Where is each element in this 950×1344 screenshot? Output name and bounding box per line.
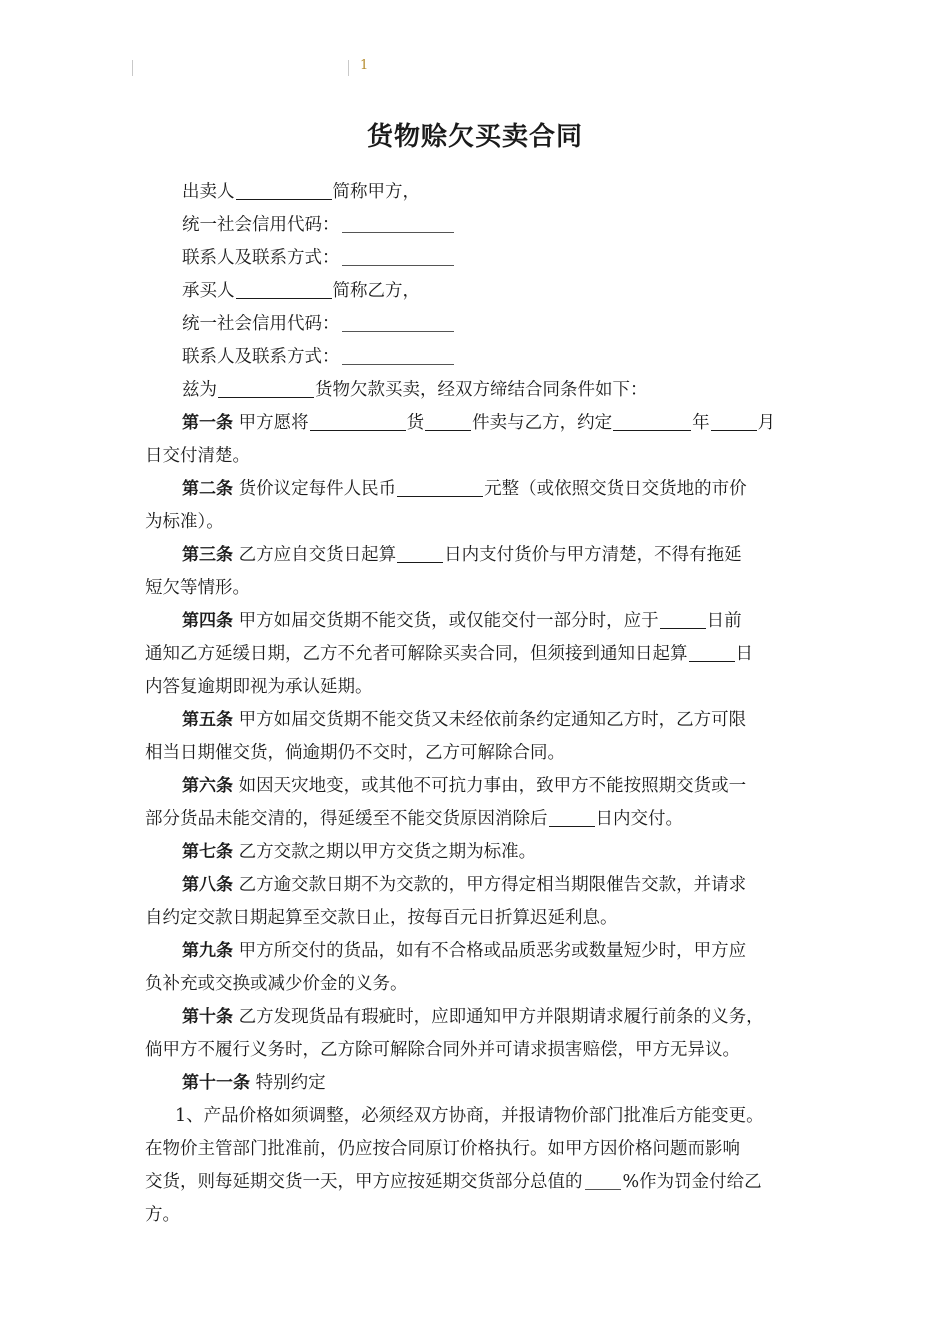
intro-line: 兹为 货物欠款买卖，经双方缔结合同条件如下： <box>145 374 810 407</box>
notice-days-blank[interactable] <box>660 608 706 629</box>
seller-credit-code-line: 统一社会信用代码： <box>145 209 810 242</box>
seller-line: 出卖人 简称甲方， <box>145 176 810 209</box>
quantity-blank[interactable] <box>425 410 471 431</box>
document-title: 货物赊欠买卖合同 <box>366 122 583 152</box>
header-margin-mark-left <box>132 60 133 76</box>
seller-name-blank[interactable] <box>236 179 332 200</box>
page-header <box>132 58 372 78</box>
buyer-credit-code-blank[interactable] <box>342 311 454 332</box>
article-11: 第十一条 特别约定 1、产品价格如须调整，必须经双方协商，并报请物价部门批准后方能变更。 在物价主管部门批准前，仍应按合同原订价格执行。如甲方因价格问题而影响 交货，则每延期交货一天，甲方应按延期交货部分总值的 %作为罚金付给乙 方。 <box>145 1067 810 1232</box>
article-7: 第七条 乙方交款之期以甲方交货之期为标准。 <box>182 842 537 862</box>
article-1-heading: 第一条 <box>182 413 233 433</box>
article-4: 第四条 甲方如届交货期不能交货，或仅能交付一部分时，应于 日前 通知乙方延缓日期，乙方不允者可解除买卖合同，但须接到通知日起算 日 内答复逾期即视为承认延期。 <box>145 605 810 704</box>
article-4-heading: 第四条 <box>182 611 233 631</box>
article-5-heading: 第五条 <box>182 710 233 730</box>
unit-price-blank[interactable] <box>397 476 483 497</box>
article-11-heading: 第十一条 <box>182 1073 250 1093</box>
article-3-heading: 第三条 <box>182 545 233 565</box>
buyer-credit-code-line: 统一社会信用代码： <box>145 308 810 341</box>
special-item-1: 1、产品价格如须调整，必须经双方协商，并报请物价部门批准后方能变更。 <box>175 1106 764 1126</box>
buyer-contact-line: 联系人及联系方式： <box>145 341 810 374</box>
buyer-line: 承买人 简称乙方， <box>145 275 810 308</box>
seller-contact-line: 联系人及联系方式： <box>145 242 810 275</box>
payment-days-blank[interactable] <box>397 542 443 563</box>
seller-contact-blank[interactable] <box>342 245 454 266</box>
year-blank[interactable] <box>613 410 691 431</box>
month-blank[interactable] <box>711 410 757 431</box>
article-6-heading: 第六条 <box>182 776 233 796</box>
contract-body <box>145 176 810 1232</box>
article-10-heading: 第十条 <box>182 1007 233 1027</box>
article-8: 第八条 乙方逾交款日期不为交款的，甲方得定相当期限催告交款，并请求 自约定交款日期起算至交款日止，按每百元日折算迟延利息。 <box>145 875 747 928</box>
article-2: 第二条 货价议定每件人民币 元整（或依照交货日交货地的市价 为标准）。 <box>145 473 810 539</box>
reply-days-blank[interactable] <box>689 641 735 662</box>
buyer-contact-blank[interactable] <box>342 344 454 365</box>
goods-name-blank[interactable] <box>218 377 314 398</box>
delay-days-blank[interactable] <box>549 806 595 827</box>
penalty-rate-blank[interactable] <box>585 1169 621 1190</box>
header-margin-mark-right <box>348 60 349 76</box>
article-7-heading: 第七条 <box>182 842 233 862</box>
article-10: 第十条 乙方发现货品有瑕疵时，应即通知甲方并限期请求履行前条的义务， 倘甲方不履行义务时，乙方除可解除合同外并可请求损害赔偿，甲方无异议。 <box>145 1007 764 1060</box>
seller-credit-code-blank[interactable] <box>342 212 454 233</box>
article-6: 第六条 如因天灾地变，或其他不可抗力事由，致甲方不能按照期交货或一 部分货品未能交清的，得延缓至不能交货原因消除后 日内交付。 <box>145 776 747 829</box>
article-1: 第一条 甲方愿将 货 件卖与乙方，约定 年 月 日交付清楚。 <box>145 407 810 473</box>
article-8-heading: 第八条 <box>182 875 233 895</box>
article-9: 第九条 甲方所交付的货品，如有不合格或品质恶劣或数量短少时，甲方应 负补充或交换或减少价金的义务。 <box>145 941 747 994</box>
article-5: 第五条 甲方如届交货期不能交货又未经依前条约定通知乙方时，乙方可限 相当日期催交货，倘逾期仍不交时，乙方可解除合同。 <box>145 710 747 763</box>
buyer-name-blank[interactable] <box>236 278 332 299</box>
article-3: 第三条 乙方应自交货日起算 日内支付货价与甲方清楚，不得有拖延 短欠等情形。 <box>145 539 810 605</box>
article-9-heading: 第九条 <box>182 941 233 961</box>
page-number: 1 <box>360 58 369 73</box>
goods-blank[interactable] <box>310 410 406 431</box>
article-2-heading: 第二条 <box>182 479 233 499</box>
